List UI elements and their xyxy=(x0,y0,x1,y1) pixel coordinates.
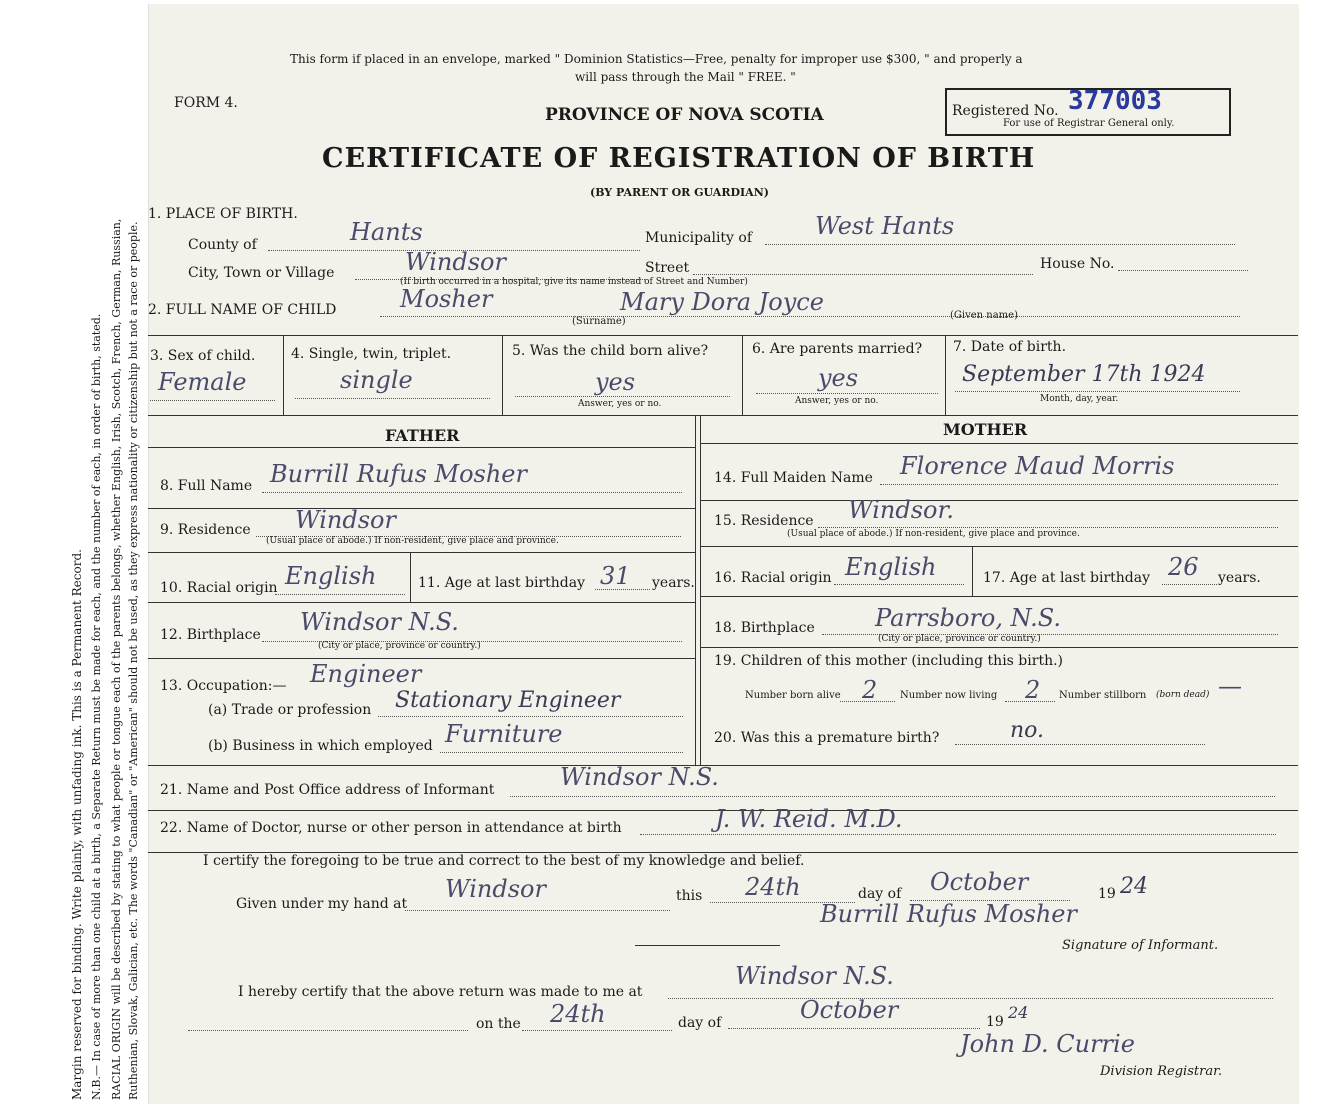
mail-note-1: This form if placed in an envelope, marked " Dominion Statistics—Free, penalty for improper use $300, " and properly a xyxy=(290,52,1023,66)
certificate-title: CERTIFICATE OF REGISTRATION OF BIRTH xyxy=(322,143,1036,174)
born-alive-value: yes xyxy=(595,368,636,396)
municipality-label: Municipality of xyxy=(645,230,753,246)
given-name-caption: (Given name) xyxy=(950,310,1018,321)
father-name-value: Burrill Rufus Mosher xyxy=(270,460,527,488)
house-number-label: House No. xyxy=(1040,256,1115,272)
informant-signature: Burrill Rufus Mosher xyxy=(820,900,1077,928)
registrar-certify-label: I hereby certify that the above return was made to me at xyxy=(238,984,643,1000)
premature-value: no. xyxy=(1010,718,1045,743)
margin-note-binding: Margin reserved for binding. Write plainly, with unfading ink. This is a Permanent Record. xyxy=(70,549,84,1100)
stillborn-count-label: Number stillborn xyxy=(1059,690,1147,701)
father-years-label: years. xyxy=(652,575,695,591)
place-of-birth-label: 1. PLACE OF BIRTH. xyxy=(148,206,298,222)
registrar-month-value: October xyxy=(800,996,899,1024)
province-heading: PROVINCE OF NOVA SCOTIA xyxy=(545,105,824,125)
registrar-signature: John D. Currie xyxy=(960,1030,1135,1058)
child-given-name: Mary Dora Joyce xyxy=(620,288,824,316)
city-label: City, Town or Village xyxy=(188,265,335,281)
father-occupation-value: Engineer xyxy=(310,660,422,688)
signature-caption: Signature of Informant. xyxy=(1062,938,1219,953)
plurality-label: 4. Single, twin, triplet. xyxy=(291,346,452,362)
mother-birthplace-value: Parrsboro, N.S. xyxy=(875,604,1061,632)
margin-note-racial-origin-2: Ruthenian, Slovak, Galician, etc. The words "Canadian" or "American" should not be used, as they express nationality or citizenship but not a race or people. xyxy=(127,221,140,1100)
mother-birthplace-label: 18. Birthplace xyxy=(714,620,815,636)
stillborn-count: — xyxy=(1218,672,1242,700)
father-name-label: 8. Full Name xyxy=(160,478,253,494)
parents-married-label: 6. Are parents married? xyxy=(752,341,923,357)
doctor-label: 22. Name of Doctor, nurse or other person in attendance at birth xyxy=(160,820,622,836)
margin-note-multiple-births: N.B.— In case of more than one child at a birth, a Separate Return must be made for each, and the number of each, in order of birth, stated. xyxy=(90,313,103,1100)
street-label: Street xyxy=(645,260,690,276)
county-label: County of xyxy=(188,237,257,253)
given-day-value: 24th xyxy=(745,873,801,901)
informant-label: 21. Name and Post Office address of Informant xyxy=(160,782,495,798)
mother-name-value: Florence Maud Morris xyxy=(900,452,1175,480)
mother-racial-value: English xyxy=(845,553,937,581)
mother-name-label: 14. Full Maiden Name xyxy=(714,470,873,486)
given-place-value: Windsor xyxy=(445,875,546,903)
child-surname: Mosher xyxy=(400,285,493,313)
father-racial-value: English xyxy=(285,562,377,590)
mother-birthplace-note: (City or place, province or country.) xyxy=(878,634,1041,644)
registrar-year-prefix: 19 xyxy=(986,1014,1004,1030)
registrar-place-value: Windsor N.S. xyxy=(735,962,894,990)
child-name-label: 2. FULL NAME OF CHILD xyxy=(148,302,337,318)
father-business-value: Furniture xyxy=(445,720,563,748)
father-residence-note: (Usual place of abode.) If non-resident, give place and province. xyxy=(266,536,559,546)
father-residence-value: Windsor xyxy=(295,506,396,534)
margin-note-racial-origin: RACIAL ORIGIN will be described by stating to what people or tongue each of the parents belongs, whether English, Irish, Scotch, French, German, Russian, xyxy=(110,218,123,1100)
premature-label: 20. Was this a premature birth? xyxy=(714,730,940,746)
born-alive-note: Answer, yes or no. xyxy=(578,399,662,409)
father-birthplace-label: 12. Birthplace xyxy=(160,627,261,643)
born-alive-label: 5. Was the child born alive? xyxy=(512,343,709,359)
mail-note-2: will pass through the Mail " FREE. " xyxy=(575,70,796,84)
sex-label: 3. Sex of child. xyxy=(150,348,256,364)
certificate-subtitle: (BY PARENT OR GUARDIAN) xyxy=(590,186,769,199)
on-the-label: on the xyxy=(476,1016,521,1032)
father-birthplace-value: Windsor N.S. xyxy=(300,608,459,636)
certify-statement: I certify the foregoing to be true and correct to the best of my knowledge and belief. xyxy=(203,853,805,869)
father-age-value: 31 xyxy=(600,562,631,590)
county-value: Hants xyxy=(350,218,423,246)
registered-label: Registered No. xyxy=(952,103,1059,119)
registrar-day-value: 24th xyxy=(550,1000,606,1028)
hospital-note: (If birth occurred in a hospital, give its name instead of Street and Number) xyxy=(400,277,748,287)
father-residence-label: 9. Residence xyxy=(160,522,251,538)
born-alive-count: 2 xyxy=(862,676,878,704)
mother-racial-label: 16. Racial origin xyxy=(714,570,832,586)
stillborn-count-note: (born dead) xyxy=(1156,690,1210,700)
mother-residence-label: 15. Residence xyxy=(714,513,814,529)
surname-caption: (Surname) xyxy=(572,316,626,327)
registrar-note: For use of Registrar General only. xyxy=(1003,118,1175,129)
father-business-label: (b) Business in which employed xyxy=(208,738,433,754)
registrar-year-value: 24 xyxy=(1008,1003,1029,1022)
born-alive-count-label: Number born alive xyxy=(745,690,841,701)
date-of-birth-note: Month, day, year. xyxy=(1040,394,1119,404)
father-heading: FATHER xyxy=(385,426,460,445)
now-living-count: 2 xyxy=(1025,676,1041,704)
doctor-value: J. W. Reid. M.D. xyxy=(715,805,903,833)
form-number: FORM 4. xyxy=(174,95,238,111)
year-prefix: 19 xyxy=(1098,886,1116,902)
father-racial-label: 10. Racial origin xyxy=(160,580,278,596)
day-of-label: day of xyxy=(858,886,902,902)
given-month-value: October xyxy=(930,868,1029,896)
father-trade-value: Stationary Engineer xyxy=(395,688,621,713)
municipality-value: West Hants xyxy=(815,212,955,240)
mother-age-value: 26 xyxy=(1168,553,1199,581)
mother-residence-value: Windsor. xyxy=(848,496,954,524)
sex-value: Female xyxy=(158,368,247,396)
mother-age-label: 17. Age at last birthday xyxy=(983,570,1151,586)
father-age-label: 11. Age at last birthday xyxy=(418,575,586,591)
registered-number: 377003 xyxy=(1068,86,1162,116)
margin-notes xyxy=(0,0,140,1107)
plurality-value: single xyxy=(340,366,413,394)
this-label: this xyxy=(676,888,703,904)
mother-children-label: 19. Children of this mother (including this birth.) xyxy=(714,653,1063,669)
city-value: Windsor xyxy=(405,248,506,276)
father-birthplace-note: (City or place, province or country.) xyxy=(318,641,481,651)
date-of-birth-value: September 17th 1924 xyxy=(962,362,1206,387)
mother-residence-note: (Usual place of abode.) If non-resident, give place and province. xyxy=(787,529,1080,539)
father-occupation-label: 13. Occupation:— xyxy=(160,678,287,694)
now-living-count-label: Number now living xyxy=(900,690,998,701)
date-of-birth-label: 7. Date of birth. xyxy=(953,339,1067,355)
parents-married-note: Answer, yes or no. xyxy=(795,396,879,406)
registrar-day-of-label: day of xyxy=(678,1015,722,1031)
father-trade-label: (a) Trade or profession xyxy=(208,702,372,718)
parents-married-value: yes xyxy=(818,364,859,392)
mother-heading: MOTHER xyxy=(943,420,1028,439)
informant-value: Windsor N.S. xyxy=(560,763,719,791)
registrar-caption: Division Registrar. xyxy=(1100,1064,1222,1079)
given-under-hand-label: Given under my hand at xyxy=(236,896,408,912)
mother-years-label: years. xyxy=(1218,570,1261,586)
given-year-value: 24 xyxy=(1120,874,1148,899)
